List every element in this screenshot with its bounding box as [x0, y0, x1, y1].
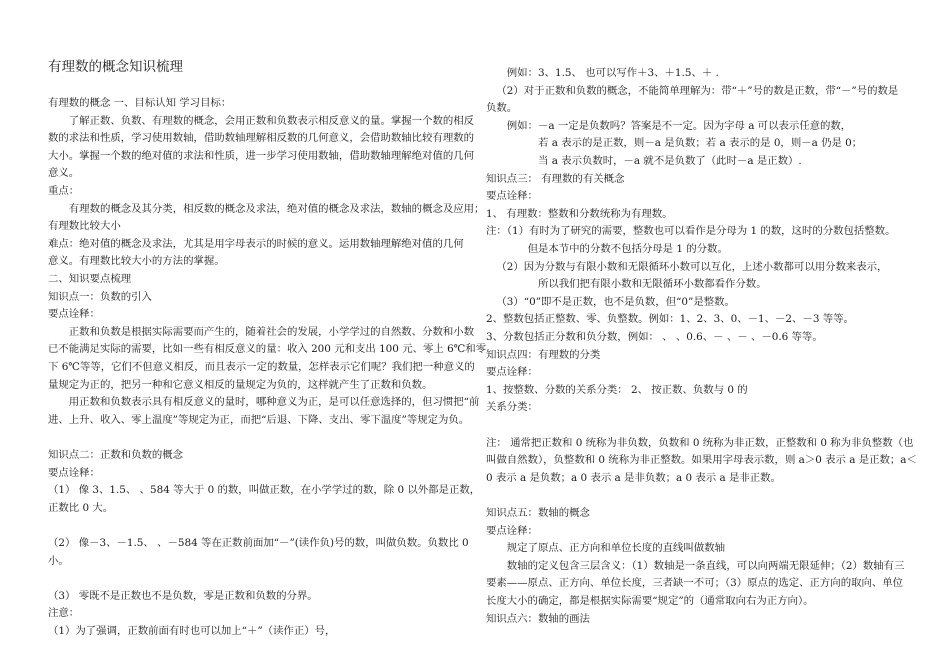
text-line: 知识点四：有理数的分类: [486, 348, 601, 361]
text-line: （3） 零既不是正数也不是负数，零是正数和负数的分界。: [48, 589, 318, 602]
text-line: 注意：: [48, 607, 80, 620]
text-line: 有理数比较大小: [48, 220, 121, 233]
text-line: 要点诠释：: [48, 308, 100, 321]
text-line: 数轴的定义包含三层含义：（1）数轴是一条直线，可以向两端无限延伸；（2）数轴有三: [506, 559, 905, 572]
text-line: 了解正数、负数、有理数的概念，会用正数和负数表示相反意义的量。掌握一个数的相反: [68, 114, 475, 127]
text-line: 0 表示 a 是负数；a 0 表示 a 是非负数；a 0 表示 a 是非正数。: [486, 471, 781, 484]
text-line: 注：（1）有时为了研究的需要，整数也可以看作是分母为 1 的数，这时的分数包括整数。: [486, 225, 896, 238]
text-line: 要素——原点、正方向、单位长度，三者缺一不可；（3）原点的选定、正方向的取向、单位: [486, 577, 904, 590]
text-line: 所以我们把有限小数和无限循环小数都看作分数。: [538, 278, 767, 291]
text-line: 意义。: [48, 167, 80, 180]
text-line: 知识点三： 有理数的有关概念: [486, 172, 625, 185]
text-line: 知识点二：正数和负数的概念: [48, 449, 184, 461]
text-line: 知识点六：数轴的画法: [486, 612, 590, 625]
text-line: 知识点一：负数的引入: [48, 290, 152, 303]
text-line: 例如：3、1.5、 也可以写作＋3、＋1.5、＋ .: [506, 67, 719, 79]
text-line: 负数。: [486, 102, 518, 115]
text-line: 意义。有理数比较大小的方法的掌握。: [48, 255, 225, 268]
text-line: 1、按整数、分数的关系分类： 2、 按正数、负数与 0 的: [486, 383, 748, 396]
text-line: 进、上升、收入、零上温度”等规定为正，而把“后退、下降、支出、零下温度”等规定为负。: [48, 413, 470, 426]
text-line: 关系分类：: [486, 401, 538, 414]
text-line: 用正数和负数表示具有相反意义的量时，哪种意义为正，是可以任意选择的，但习惯把“前: [68, 396, 480, 409]
text-line: 已不能满足实际的需要，比如一些有相反意义的量：收入 200 元和支出 100 元、零上 6℃和零: [48, 343, 487, 356]
text-line: 1、 有理数：整数和分数统称为有理数。: [486, 207, 673, 220]
text-line: 长度大小的确定，都是根据实际需要“规定”的（通常取向右为正方向）。: [486, 595, 814, 607]
text-line: （2） 像－3、－1.5、 、－584 等在正数前面加“－”(读作负)号的数，叫做负数。负数比 0: [48, 537, 469, 549]
text-line: 2、整数包括正整数、零、负整数。例如：1、2、3、0、－1、－2、－3 等等。: [486, 313, 854, 326]
document-title: 有理数的概念知识梳理: [48, 59, 183, 75]
text-line: 知识点五：数轴的概念: [486, 507, 590, 519]
text-line: 下 6℃等等，它们不但意义相反，而且表示一定的数量，怎样表示它们呢？我们把一种意义的: [48, 361, 475, 373]
text-line: 要点诠释：: [486, 366, 538, 379]
text-line: 若 a 表示的是正数，则－a 是负数；若 a 表示的是 0，则－a 仍是 0；: [538, 137, 863, 150]
text-line: （1）为了强调，正数前面有时也可以加上“＋”（读作正）号，: [48, 625, 336, 637]
text-line: （3）“0”即不是正数，也不是负数，但“0”是整数。: [496, 295, 735, 308]
text-line: 例如：－a 一定是负数吗？答案是不一定。因为字母 a 可以表示任意的数，: [506, 119, 852, 132]
text-line: 二、知识要点梳理: [48, 273, 132, 285]
text-line: （1） 像 3、1.5、 、584 等大于 0 的数，叫做正数，在小学学过的数，除 0 以外都是正数，: [48, 484, 481, 497]
text-line: 量规定为正的，把另一种和它意义相反的量规定为负的，这样就产生了正数和负数。: [48, 378, 433, 391]
text-line: 当 a 表示负数时，－a 就不是负数了（此时－a 是正数）.: [538, 155, 802, 167]
text-line: 正数比 0 大。: [48, 501, 114, 514]
text-line: 要点诠释：: [486, 190, 538, 203]
text-line: 但是本节中的分数不包括分母是 1 的分数。: [527, 243, 728, 255]
text-line: 3、分数包括正分数和负分数，例如： 、 、0.6、－ 、－ 、－0.6 等等。: [486, 331, 823, 343]
text-line: 规定了原点、正方向和单位长度的直线叫做数轴: [506, 542, 725, 555]
text-line: 数的求法和性质，学习使用数轴，借助数轴理解相反数的几何意义，会借助数轴比较有理数的: [48, 132, 475, 145]
text-line: 注： 通常把正数和 0 统称为非负数，负数和 0 统称为非正数，正整数和 0 称为非负整数（也: [486, 436, 914, 449]
text-line: 有理数的概念及其分类，相反数的概念及求法，绝对值的概念及求法，数轴的概念及应用；: [68, 202, 485, 215]
text-line: 要点诠释：: [486, 524, 538, 537]
text-line: 大小。掌握一个数的绝对值的求法和性质，进一步学习使用数轴，借助数轴理解绝对值的几何: [48, 149, 475, 162]
text-line: 叫做自然数），负整数和 0 统称为非正整数。如果用字母表示数，则 a＞0 表示 a 是正数；a＜: [486, 454, 917, 467]
text-line: （2）对于正数和负数的概念，不能简单理解为：带“＋”号的数是正数，带“－”号的数是: [496, 84, 899, 97]
text-line: 正数和负数是根据实际需要而产生的，随着社会的发展，小学学过的自然数、分数和小数: [68, 325, 475, 338]
text-line: 有理数的概念 一、目标认知 学习目标：: [48, 97, 232, 109]
text-line: 小。: [48, 554, 69, 567]
text-line: 重点：: [48, 185, 80, 197]
text-line: （2）因为分数与有限小数和无限循环小数可以互化，上述小数都可以用分数来表示，: [496, 260, 888, 273]
text-line: 要点诠释：: [48, 466, 100, 479]
text-line: 难点：绝对值的概念及求法，尤其是用字母表示的时候的意义。运用数轴理解绝对值的几何: [48, 237, 464, 250]
